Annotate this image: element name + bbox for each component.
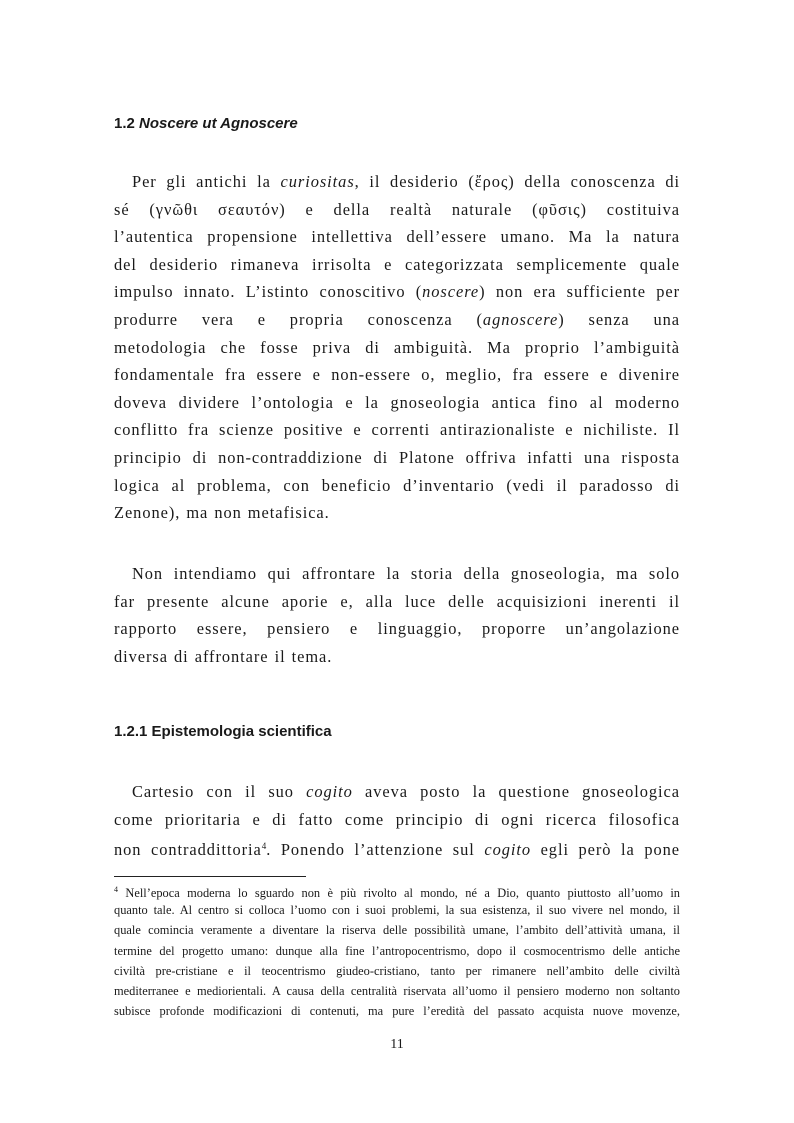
paragraph-line: non contraddittoria$^4$. Ponendo l’attenzione sul cogito egli però la pone [114,840,680,860]
paragraph-line: Per gli antichi la curiositas, il desiderio (ἔρος) della conoscenza di [132,172,680,191]
paragraph-line: doveva dividere l’ontologia e la gnoseologia antica fino al moderno [114,392,680,412]
paragraph-line: conflitto fra scienze positive e correnti antirazionaliste e nichiliste. Il [114,420,680,440]
footnote-line: quanto tale. Al centro si colloca l’uomo con i suoi problemi, la sua esistenza, il suo vivere nel mondo, il [114,903,680,918]
footnote-divider [114,876,306,877]
section-heading [114,115,298,132]
footnote-line: subisce profonde modificazioni di contenuti, ma pure l’eredità del passato acquista nuove movenze, [114,1004,680,1019]
paragraph-line: produrre vera e propria conoscenza (agnoscere) senza una [114,309,681,329]
paragraph-2 [114,560,680,670]
paragraph-1 [114,168,680,527]
footnote-line: mediterranee e mediorientali. A causa della centralità riservata all’uomo il pensiero moderno non soltanto [114,983,680,998]
section-number: 1.2 [114,115,135,132]
page-number: 11 [390,1037,404,1052]
paragraph-line: rapporto essere, pensiero e linguaggio, proporre un’angolazione [114,619,680,639]
paragraph-line: Non intendiamo qui affrontare la storia della gnoseologia, ma solo [132,564,680,583]
paragraph-line: come prioritaria e di fatto come principio di ogni ricerca filosofica [114,809,680,829]
subsection-title: Epistemologia scientifica [151,723,332,740]
footnote-line: $^4$ Nell’epoca moderna lo sguardo non è più rivolto al mondo, né a Dio, quanto piuttosto all’uomo in [114,885,680,900]
footnote-line: civiltà pre-cristiane e il teocentrismo giudeo-cristiano, tanto per rimanere nell’ambito delle civiltà [114,963,680,978]
paragraph-line: diversa di affrontare il tema. [114,646,333,666]
paragraph-3 [114,778,680,861]
paragraph-line: fondamentale fra essere e non-essere o, meglio, fra essere e divenire [114,365,680,385]
paragraph-line: Cartesio con il suo cogito aveva posto la questione gnoseologica [132,782,680,801]
paragraph-line: logica al problema, con beneficio d’inventario (vedi il paradosso di [114,475,680,495]
section-title: Noscere ut Agnoscere [139,115,298,132]
paragraph-line: far presente alcune aporie e, alla luce delle acquisizioni inerenti il [114,591,680,611]
paragraph-line: impulso innato. L’istinto conoscitivo (noscere) non era sufficiente per [114,282,680,302]
subsection-number: 1.2.1 [114,723,148,740]
footnote-marker: 4 [114,885,118,894]
footnote [114,880,680,1021]
footnote-line: quale comincia veramente a diventare la riserva delle possibilità umane, l’ambito dell’attività umana, il [114,923,680,938]
paragraph-line: l’autentica propensione intellettiva dell’essere umano. Ma la natura [114,227,680,247]
footnote-reference[interactable]: 4 [261,841,267,852]
paragraph-line: metodologia che fosse priva di ambiguità. Ma proprio l’ambiguità [114,337,680,357]
paragraph-line: Zenone), ma non metafisica. [114,503,330,523]
paragraph-line: sé (γνῶθι σεαυτόν) e della realtà naturale (φῦσις) costituiva [114,199,680,219]
subsection-heading [114,723,332,740]
paragraph-line: principio di non-contraddizione di Platone offriva infatti una risposta [114,447,680,467]
paragraph-line: del desiderio rimaneva irrisolta e categorizzata semplicemente quale [114,254,680,274]
footnote-line: termine del progetto umano: dunque alla fine l’antropocentrismo, dopo il cosmocentrismo delle antiche [114,943,680,958]
